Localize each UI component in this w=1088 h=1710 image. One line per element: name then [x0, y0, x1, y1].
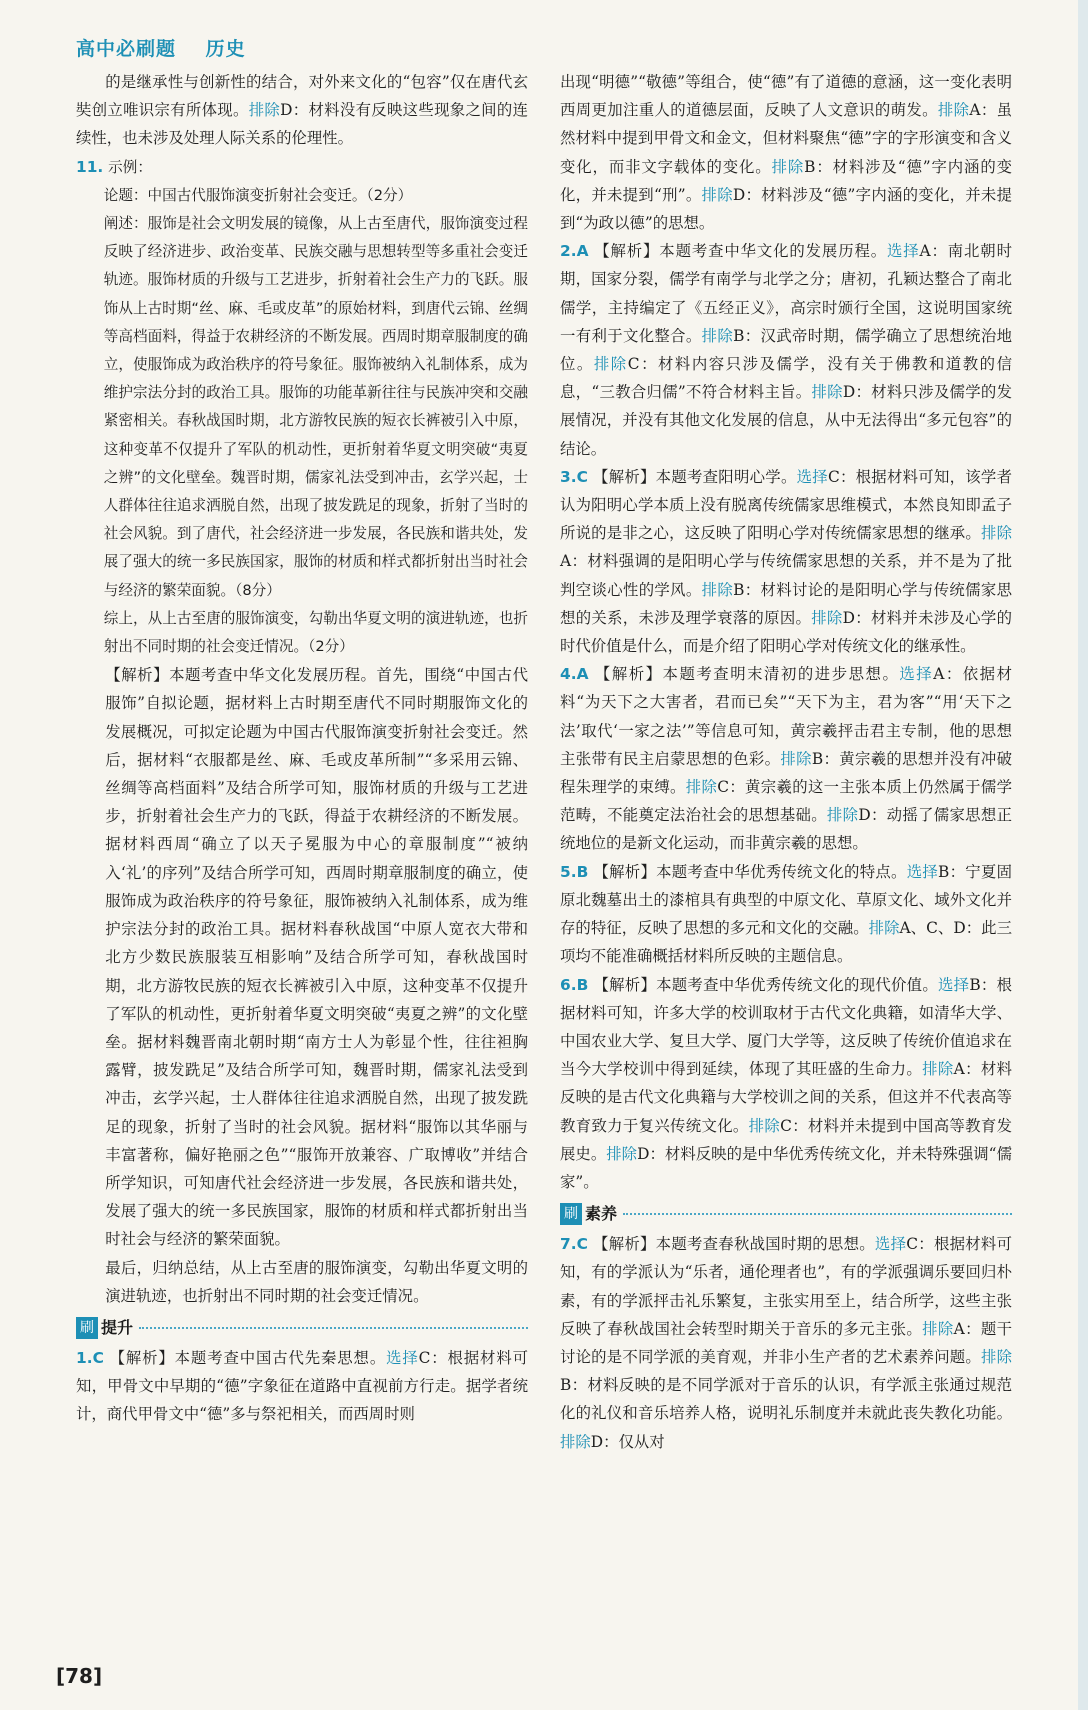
q2-answer: 2.A 【解析】本题考查中华文化的发展历程。选择A：南北朝时期，国家分裂，儒学有南学与北学之分；唐初，孔颖达整合了南北儒学，主持编定了《五经正义》，高宗时颁行全国，这说明国家统一有利于文化整合。排除B：汉武帝时期，儒学确立了思想统治地位。排除C：材料内容只涉及儒学，没有关于佛教和道教的信息，“三教合归儒”不符合材料主旨。排除D：材料只涉及儒学的发展情况，并没有其他文化发展的信息，从中无法得出“多元包容”的结论。: [560, 242, 1012, 458]
q7-answer: 7.C 【解析】本题考查春秋战国时期的思想。选择C：根据材料可知，有的学派认为“乐者，通伦理者也”，有的学派强调乐要回归朴素，有的学派抨击礼乐繁复，主张实用至上，结合所学，这些主张反映了春秋战国社会转型时期关于音乐的多元主张。排除A：题干讨论的是不同学派的美育观，并非小生产者的艺术素养问题。排除B：材料反映的是不同学派对于音乐的认识，有学派主张通过规范化的礼仪和音乐培养人格，说明礼乐制度并未就此丧失教化功能。排除D：仅从对: [560, 1235, 1012, 1451]
q1-answer: 1.C 【解析】本题考查中国古代先秦思想。选择C：根据材料可知，甲骨文中早期的“德”字象征在道路中直视前方行走。据学者统计，商代甲骨文中“德”多与祭祀相关，而西周时则: [76, 1348, 528, 1424]
brush-icon: 刷: [560, 1203, 582, 1225]
continued-paragraph: 的是继承性与创新性的结合，对外来文化的“包容”仅在唐代玄奘创立唯识宗有所体现。排除D：材料没有反映这些现象之间的连续性，也未涉及处理人际关系的伦理性。: [76, 73, 528, 148]
book-title: 高中必刷题: [76, 38, 177, 60]
page-number: [78]: [56, 1664, 103, 1688]
subject-title: 历史: [205, 38, 246, 60]
q1-continued: 出现“明德”“敬德”等组合，使“德”有了道德的意涵，这一变化表明西周更加注重人的道德层面，反映了人文意识的萌发。排除A：虽然材料中提到甲骨文和金文，但材料聚焦“德”字的字形演变和含义变化，而非文字载体的变化。排除B：材料涉及“德”字内涵的变化，并未提到“刑”。排除D：材料涉及“德”字内涵的变化，并未提到“为政以德”的思想。: [560, 73, 1012, 233]
q11-topic: 论题：中国古代服饰演变折射社会变迁。（2分）: [103, 186, 413, 204]
q5-answer: 5.B 【解析】本题考查中华优秀传统文化的特点。选择B：宁夏固原北魏墓出土的漆棺具有典型的中原文化、草原文化、域外文化并存的特征，反映了思想的多元和文化的交融。排除A、C、D：此三项均不能准确概括材料所反映的主题信息。: [560, 862, 1012, 966]
q11-header: 11. 示例：: [76, 157, 152, 176]
section-tisheng: 刷 提升: [76, 1314, 528, 1342]
dotted-divider: [623, 1213, 1012, 1215]
q6-answer: 6.B 【解析】本题考查中华优秀传统文化的现代价值。选择B：根据材料可知，许多大学的校训取材于古代文化典籍，如清华大学、中国农业大学、复旦大学、厦门大学等，这反映了传统价值追求在当今大学校训中得到延续，体现了其旺盛的生命力。排除A：材料反映的是古代文化典籍与大学校训之间的关系，但这并不代表高等教育致力于复兴传统文化。排除C：材料并未提到中国高等教育发展史。排除D：材料反映的是中华优秀传统文化，并未特殊强调“儒家”。: [560, 975, 1012, 1191]
page-header: [76, 34, 268, 61]
q3-answer: 3.C 【解析】本题考查阳明心学。选择C：根据材料可知，该学者认为阳明心学本质上没有脱离传统儒家思维模式，本然良知即孟子所说的是非之心，这反映了阳明心学对传统儒家思想的继承。排除A：材料强调的是阳明心学与传统儒家思想的关系，并不是为了批判空谈心性的学风。排除B：材料讨论的是阳明心学与传统儒家思想的关系，未涉及理学衰落的原因。排除D：材料并未涉及心学的时代价值是什么，而是介绍了阳明心学对传统文化的继承性。: [560, 467, 1012, 656]
q11-analysis: 【解析】本题考查中华文化发展历程。首先，围绕“中国古代服饰”自拟论题，据材料上古时期至唐代不同时期服饰文化的发展概况，可拟定论题为中国古代服饰演变折射社会变迁。然后，据材料“衣服都是丝、麻、毛或皮革所制”“多采用云锦、丝绸等高档面料”及结合所学可知，服饰材质的升级与工艺进步，折射着社会生产力的飞跃，得益于农耕经济的不断发展。据材料西周“确立了以天子冕服为中心的章服制度”“被纳入‘礼’的序列”及结合所学可知，西周时期章服制度的确立，使服饰成为政治秩序的符号象征，服饰被纳入礼制体系，成为维护宗法分封的政治工具。据材料春秋战国“中原人宽衣大带和北方少数民族服装互相影响”及结合所学可知，春秋战国时期，北方游牧民族的短衣长裤被引入中原，这种变革不仅提升了军队的机动性，更折射着华夏文明突破“夷夏之辨”的文化壁垒。据材料魏晋南北朝时期“南方士人为彰显个性，往往袒胸露臂，披发跣足”及结合所学可知，魏晋时期，儒家礼法受到冲击，玄学兴起，士人群体往往追求洒脱自然，出现了披发跣足的现象，折射了当时的社会风貌。据材料“服饰以其华丽与丰富著称，偏好艳丽之色”“服饰开放兼容、广取博收”并结合所学知识，可知唐代社会经济进一步发展，各民族和谐共处，发展了强大的统一多民族国家，服饰的材质和样式都折射出当时社会与经济的繁荣面貌。: [105, 666, 528, 1249]
q4-answer: 4.A 【解析】本题考查明末清初的进步思想。选择A：依据材料“为天下之大害者，君而已矣”“天下为主，君为客”“用‘天下之法’取代‘一家之法’”等信息可知，黄宗羲抨击君主专制，他的思想主张带有民主启蒙思想的色彩。排除B：黄宗羲的思想并没有冲破程朱理学的束缚。排除C：黄宗羲的这一主张本质上仍然属于儒学范畴，不能奠定法治社会的思想基础。排除D：动摇了儒家思想正统地位的是新文化运动，而非黄宗羲的思想。: [560, 665, 1012, 853]
left-column: [76, 68, 528, 1429]
section-suyang: 刷 素养: [560, 1200, 1012, 1228]
right-column: [560, 68, 1012, 1456]
page-edge-stripe: [1078, 0, 1088, 1710]
q11-body: 阐述：服饰是社会文明发展的镜像，从上古至唐代，服饰演变过程反映了经济进步、政治变革、民族交融与思想转型等多重社会变迁轨迹。服饰材质的升级与工艺进步，折射着社会生产力的飞跃。服饰从上古时期“丝、麻、毛或皮革”的原始材料，到唐代云锦、丝绸等高档面料，得益于农耕经济的不断发展。西周时期章服制度的确立，使服饰成为政治秩序的符号象征。服饰被纳入礼制体系，成为维护宗法分封的政治工具。服饰的功能革新往往与民族冲突和交融紧密相关。春秋战国时期，北方游牧民族的短衣长裤被引入中原，这种变革不仅提升了军队的机动性，更折射着华夏文明突破“夷夏之辨”的文化壁垒。魏晋时期，儒家礼法受到冲击，玄学兴起，士人群体往往追求洒脱自然，出现了披发跣足的现象，折射了当时的社会风貌。到了唐代，社会经济进一步发展，各民族和谐共处，发展了强大的统一多民族国家，服饰的材质和样式都折射出当时社会与经济的繁荣面貌。（8分）: [103, 215, 528, 599]
dotted-divider: [139, 1327, 528, 1329]
q11-analysis-summary: 最后，归纳总结，从上古至唐的服饰演变，勾勒出华夏文明的演进轨迹，也折射出不同时期的社会变迁情况。: [105, 1258, 528, 1305]
q11-conclusion: 综上，从上古至唐的服饰演变，勾勒出华夏文明的演进轨迹，也折射出不同时期的社会变迁情况。（2分）: [103, 609, 528, 656]
brush-icon: 刷: [76, 1317, 98, 1339]
